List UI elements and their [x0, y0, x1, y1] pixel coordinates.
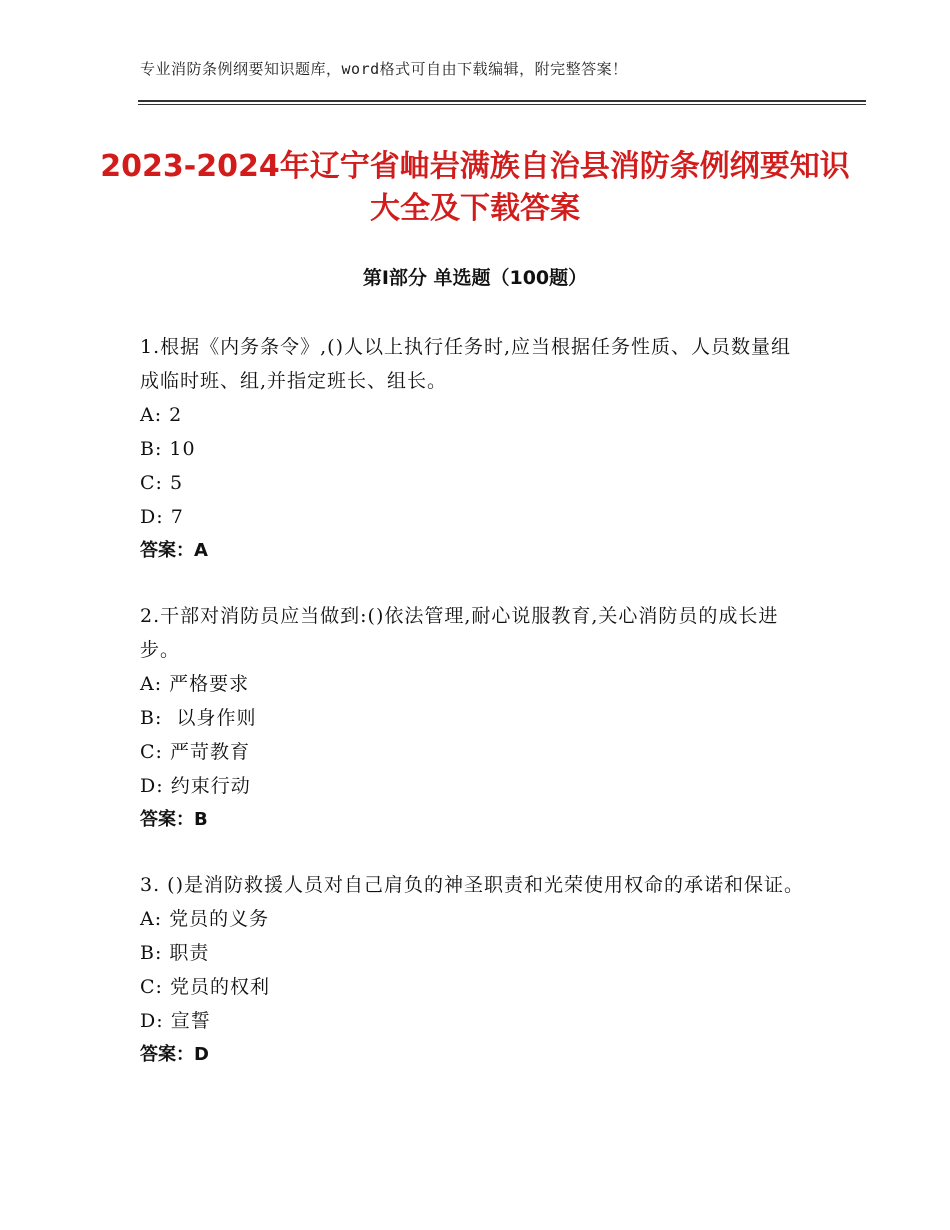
- option-text: 严苛教育: [170, 741, 251, 763]
- option-label: C:: [140, 472, 163, 494]
- option-text: 党员的权利: [170, 976, 271, 998]
- answer-label: 答案：: [140, 809, 194, 830]
- option-text: 5: [170, 472, 184, 494]
- option-text: 职责: [169, 942, 210, 964]
- option-label: D:: [140, 506, 164, 528]
- option-text: 2: [169, 404, 183, 426]
- option-d: [140, 1004, 810, 1038]
- option-text: 严格要求: [169, 673, 250, 695]
- answer-value: D: [194, 1044, 209, 1065]
- option-text: 以身作则: [169, 707, 257, 729]
- option-b: [140, 432, 810, 466]
- question-text: 2.干部对消防员应当做到:()依法管理,耐心说服教育,关心消防员的成长进步。: [140, 605, 779, 661]
- option-text: 7: [170, 506, 184, 528]
- answer-value: A: [194, 540, 208, 561]
- option-d: [140, 769, 810, 803]
- question-text: 1.根据《内务条令》,()人以上执行任务时,应当根据任务性质、人员数量组成临时班、组,并指定班长、组长。: [140, 336, 792, 392]
- option-label: C:: [140, 741, 163, 763]
- question-1: [140, 330, 810, 568]
- option-c: [140, 466, 810, 500]
- header-divider-thick: [138, 100, 866, 102]
- option-label: C:: [140, 976, 163, 998]
- option-b: [140, 936, 810, 970]
- document-title: 2023-2024年辽宁省岫岩满族自治县消防条例纲要知识大全及下载答案: [100, 149, 850, 226]
- option-text: 党员的义务: [169, 908, 270, 930]
- option-text: 10: [169, 438, 196, 460]
- option-d: [140, 500, 810, 534]
- header-note: 专业消防条例纲要知识题库，word格式可自由下载编辑，附完整答案！: [140, 60, 628, 78]
- option-label: A:: [140, 404, 163, 426]
- option-text: 约束行动: [170, 775, 251, 797]
- answer-value: B: [194, 809, 208, 830]
- option-label: D:: [140, 775, 164, 797]
- option-a: [140, 398, 810, 432]
- answer-label: 答案：: [140, 540, 194, 561]
- option-label: B:: [140, 707, 163, 729]
- answer-line: [140, 1038, 810, 1072]
- option-b: [140, 701, 810, 735]
- option-label: A:: [140, 908, 163, 930]
- option-label: D:: [140, 1010, 164, 1032]
- answer-line: [140, 803, 810, 837]
- header-divider-thin: [138, 104, 866, 105]
- option-a: [140, 902, 810, 936]
- answer-line: [140, 534, 810, 568]
- option-c: [140, 735, 810, 769]
- option-label: B:: [140, 438, 163, 460]
- section-heading: 第Ⅰ部分 单选题（100题）: [362, 267, 588, 289]
- question-3: [140, 868, 810, 1072]
- question-2: [140, 599, 810, 837]
- option-label: B:: [140, 942, 163, 964]
- option-label: A:: [140, 673, 163, 695]
- question-text: 3. ()是消防救援人员对自己肩负的神圣职责和光荣使用权命的承诺和保证。: [140, 874, 804, 896]
- option-text: 宣誓: [170, 1010, 211, 1032]
- answer-label: 答案：: [140, 1044, 194, 1065]
- option-a: [140, 667, 810, 701]
- question-list: [140, 330, 810, 1103]
- option-c: [140, 970, 810, 1004]
